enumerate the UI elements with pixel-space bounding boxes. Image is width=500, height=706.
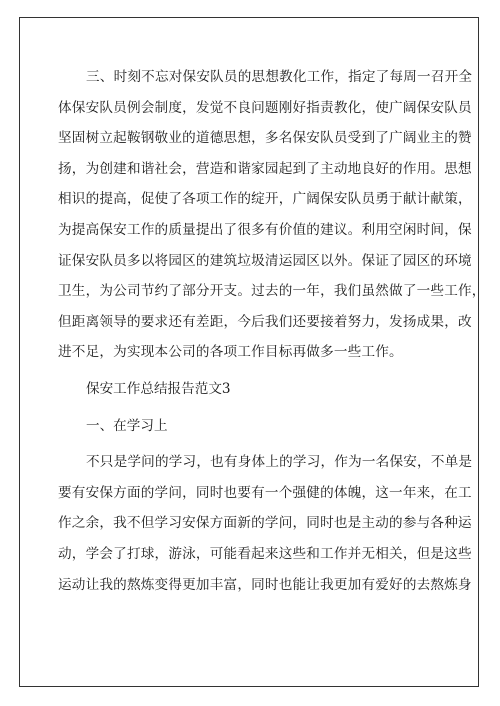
paragraph-line: 三、时刻不忘对保安队员的思想教化工作，指定了每周一召开全	[86, 69, 473, 85]
paragraph-line: 证保安队员多以将园区的建筑垃圾清运园区以外。保证了园区的环境	[58, 252, 472, 269]
paragraph-line: 不只是学问的学习，也有身体上的学习，作为一名保安，不单是	[86, 454, 473, 471]
paragraph-line: 坚固树立起鞍钢敬业的道德思想，多名保安队员受到了广阔业主的赞	[58, 130, 472, 147]
document-body	[58, 62, 486, 600]
paragraph-line: 运动让我的熬炼变得更加丰富，同时也能让我更加有爱好的去熬炼身	[58, 576, 472, 593]
paragraph-line: 为提高保安工作的质量提出了很多有价值的建议。利用空闲时间，保	[58, 221, 472, 238]
paragraph-line: 要有安保方面的学问，同时也要有一个强健的体魄，这一年来，在工	[58, 484, 472, 501]
paragraph-2	[58, 447, 473, 600]
paragraph-line: 扬，为创建和谐社会，营造和谐家园起到了主动地良好的作用。思想	[58, 160, 472, 177]
paragraph-line: 作之余，我不但学习安保方面新的学问，同时也是主动的参与各种运	[58, 515, 472, 532]
section-title: 保安工作总结报告范文3	[86, 380, 231, 397]
subsection-title: 一、在学习上	[86, 417, 168, 434]
paragraph-line: 体保安队员例会制度，发觉不良问题刚好指责教化，使广阔保安队员	[58, 99, 472, 116]
paragraph-line: 卫生，为公司节约了部分开支。过去的一年，我们虽然做了一些工作，	[58, 283, 486, 300]
paragraph-line: 相识的提高，促使了各项工作的绽开，广阔保安队员勇于献计献策，	[58, 191, 472, 208]
paragraph-line: 但距离领导的要求还有差距，今后我们还要接着努力，发扬成果，改	[58, 313, 472, 330]
paragraph-line: 动，学会了打球，游泳，可能看起来这些和工作并无相关，但是这些	[58, 545, 472, 562]
paragraph-1	[58, 62, 486, 368]
paragraph-line: 进不足，为实现本公司的各项工作目标再做多一些工作。	[58, 344, 403, 361]
